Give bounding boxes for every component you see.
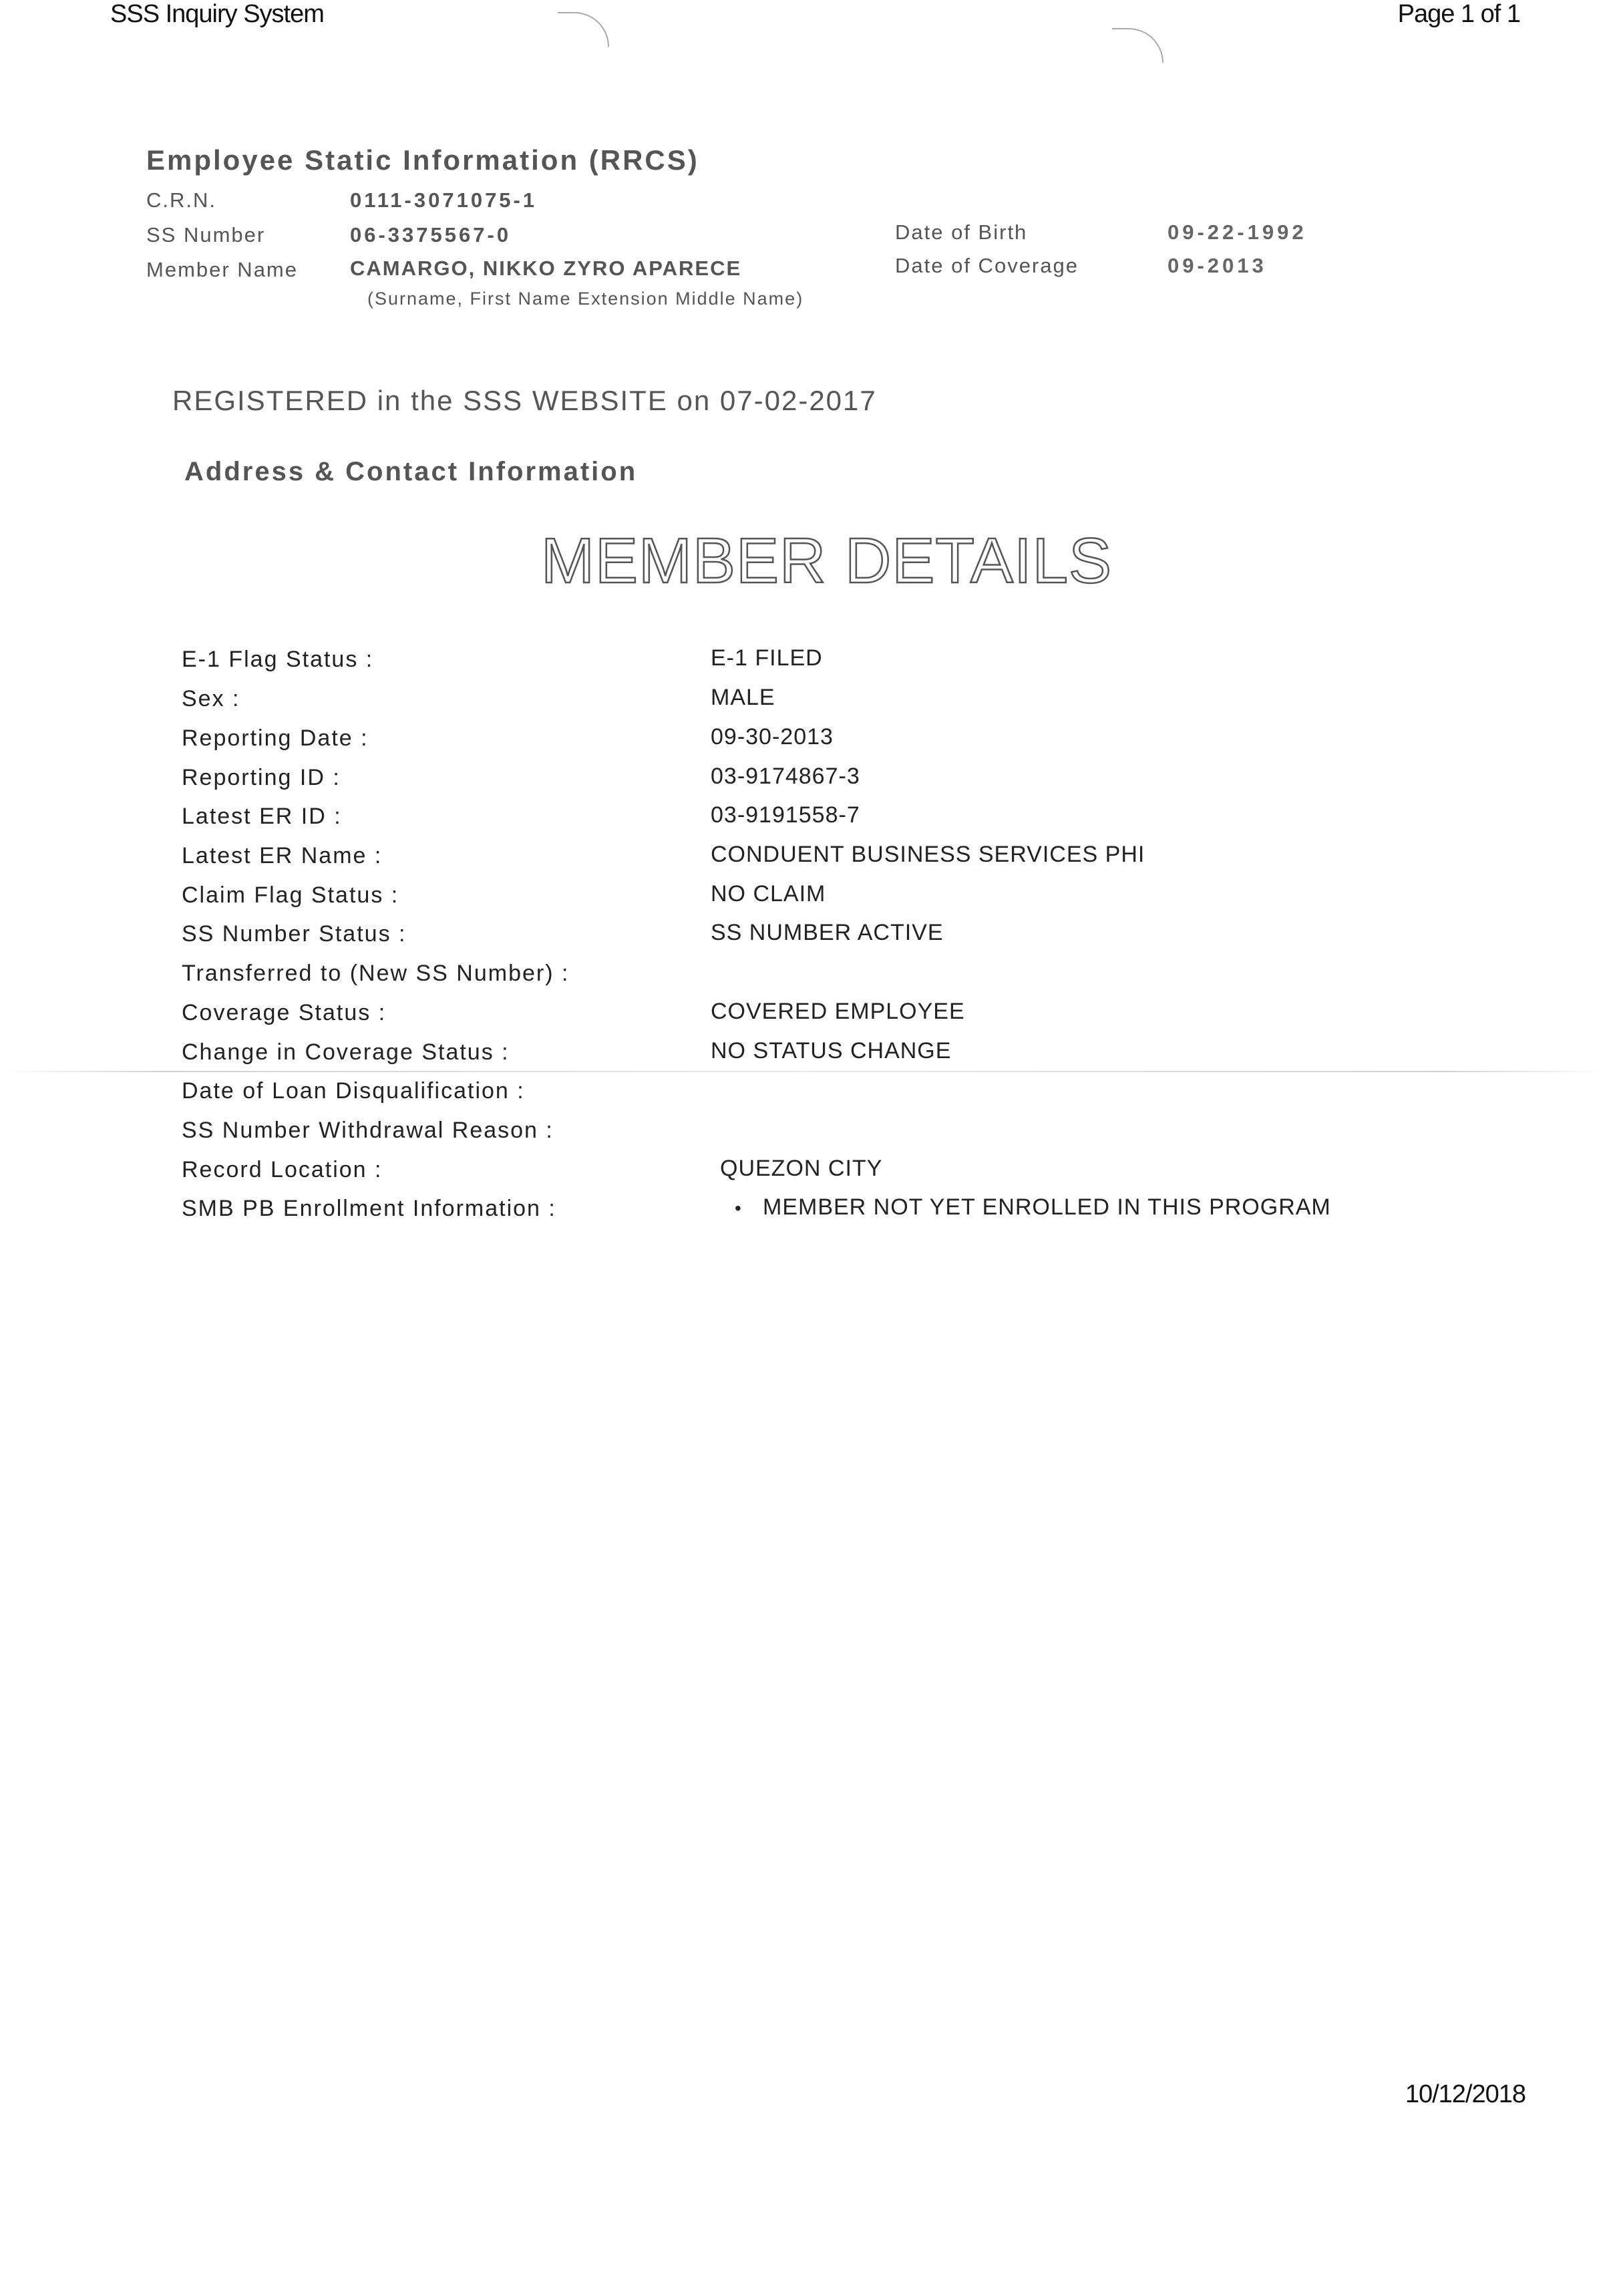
date-of-coverage-label: Date of Coverage	[895, 254, 1079, 277]
detail-label: Date of Loan Disqualification :	[182, 1078, 525, 1104]
ss-number-value: 06-3375567-0	[350, 223, 512, 247]
date-of-coverage-value: 09-2013	[1168, 254, 1267, 277]
detail-value: 09-30-2013	[711, 724, 834, 750]
detail-label: E-1 Flag Status :	[182, 647, 374, 672]
date-of-birth-label: Date of Birth	[895, 220, 1028, 244]
detail-label: Latest ER Name :	[182, 843, 383, 868]
scan-fold-line	[0, 1071, 1609, 1072]
crn-label: C.R.N.	[146, 188, 216, 212]
enrollment-bullet-item	[735, 1194, 1331, 1220]
registration-notice: REGISTERED in the SSS WEBSITE on 07-02-2017	[172, 385, 877, 416]
member-details-heading: MEMBER DETAILS	[541, 525, 1113, 597]
member-name-value: CAMARGO, NIKKO ZYRO APARECE	[350, 257, 742, 280]
scan-artifact-arc	[558, 12, 609, 47]
detail-label: SS Number Withdrawal Reason :	[182, 1118, 554, 1143]
print-header-title: SSS Inquiry System	[110, 0, 324, 28]
detail-label: Coverage Status :	[182, 1000, 387, 1025]
date-of-birth-value: 09-22-1992	[1168, 220, 1307, 244]
static-info-title: Employee Static Information (RRCS)	[146, 144, 699, 176]
detail-value: QUEZON CITY	[720, 1156, 883, 1181]
ss-number-label: SS Number	[146, 223, 266, 247]
member-name-label: Member Name	[146, 258, 298, 281]
print-header-page-number: Page 1 of 1	[1397, 0, 1520, 28]
crn-value: 0111-3071075-1	[350, 188, 538, 212]
detail-value: COVERED EMPLOYEE	[711, 999, 965, 1024]
address-contact-heading: Address & Contact Information	[184, 457, 638, 486]
detail-value: NO CLAIM	[711, 881, 826, 907]
detail-value: E-1 FILED	[711, 645, 823, 671]
detail-value: MALE	[711, 685, 775, 710]
detail-label: Reporting ID :	[182, 765, 341, 790]
bullet-icon: •	[735, 1198, 742, 1218]
detail-value: MEMBER NOT YET ENROLLED IN THIS PROGRAM	[763, 1194, 1331, 1220]
detail-value: 03-9174867-3	[711, 764, 860, 789]
detail-value: NO STATUS CHANGE	[711, 1038, 952, 1063]
detail-label: Sex :	[182, 686, 240, 711]
detail-label: SMB PB Enrollment Information :	[182, 1196, 556, 1221]
detail-label: Claim Flag Status :	[182, 882, 399, 908]
detail-value: CONDUENT BUSINESS SERVICES PHI	[711, 842, 1145, 867]
detail-label: Reporting Date :	[182, 725, 369, 751]
member-name-format-note: (Surname, First Name Extension Middle Name)	[367, 289, 804, 309]
detail-label: Transferred to (New SS Number) :	[182, 961, 570, 986]
detail-label: SS Number Status :	[182, 921, 407, 947]
detail-label: Change in Coverage Status :	[182, 1039, 510, 1065]
scan-artifact-arc	[1112, 28, 1164, 63]
detail-label: Record Location :	[182, 1157, 383, 1182]
detail-label: Latest ER ID :	[182, 804, 342, 829]
print-footer-date: 10/12/2018	[1405, 2080, 1526, 2108]
detail-value: SS NUMBER ACTIVE	[711, 920, 944, 945]
detail-value: 03-9191558-7	[711, 802, 860, 828]
